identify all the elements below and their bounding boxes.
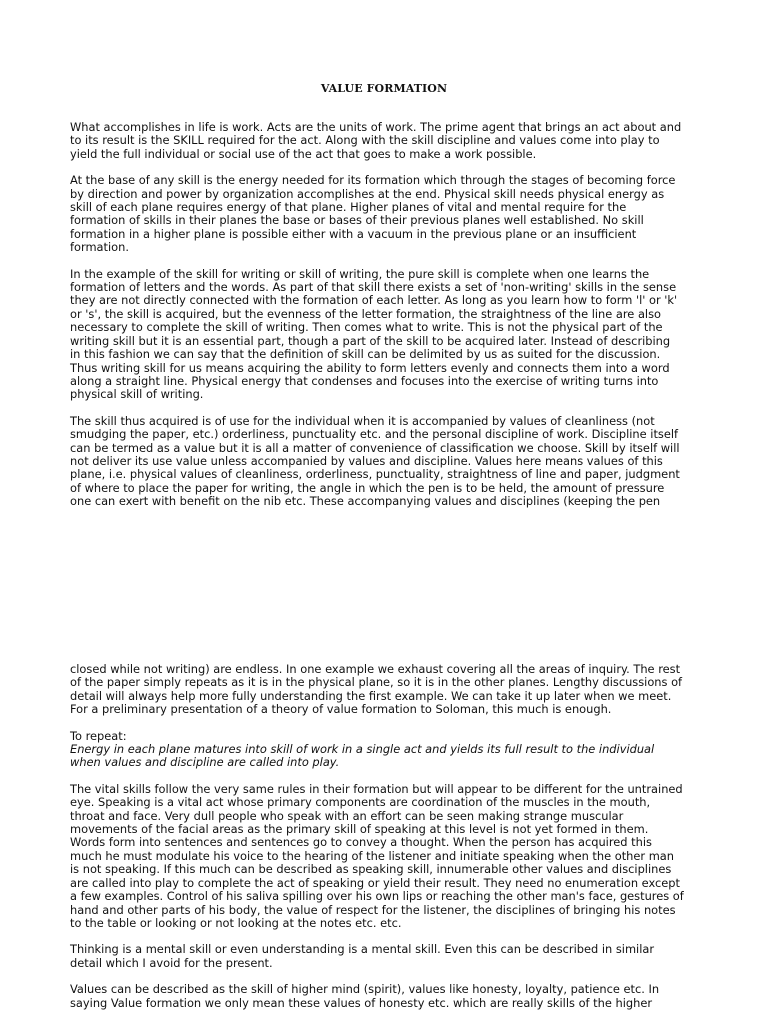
text-line: The vital skills follow the very same rules in their formation but will appear to be different for the untrained: [70, 781, 683, 796]
emphasis-line: when values and discipline are called into play.: [70, 755, 340, 770]
text-block-bottom: [70, 663, 710, 1010]
paragraph: [70, 174, 710, 254]
text-line: necessary to complete the skill of writing. Then comes what to write. This is not the physical part of the: [70, 320, 663, 335]
text-line: to the table or looking or not looking at the notes etc. etc.: [70, 915, 402, 930]
text-line: or 's', the skill is acquired, but the evenness of the letter formation, the straightness of the line are also: [70, 306, 661, 321]
text-line: yield the full individual or social use of the act that goes to make a work possible.: [70, 146, 537, 161]
text-line: To repeat:: [70, 728, 127, 743]
text-line: of where to place the paper for writing, the angle in which the pen is to be held, the amount of pressure: [70, 480, 665, 495]
text-line: hand and other parts of his body, the value of respect for the listener, the disciplines of bringing his notes: [70, 902, 676, 917]
text-line: by direction and power by organization accomplishes at the end. Physical skill needs physical energy as: [70, 186, 665, 201]
text-line: a few examples. Control of his saliva spilling over his own lips or reaching the other man's face, gestures of: [70, 889, 684, 904]
paragraph: [70, 783, 710, 930]
text-line: in this fashion we can say that the definition of skill can be delimited by us as suited for the discussion.: [70, 347, 661, 362]
paragraph: [70, 663, 710, 717]
text-line: formation of skills in their planes the base or bases of their previous planes well established. No skill: [70, 213, 644, 228]
text-line: Words form into sentences and sentences go to convey a thought. When the person has acquired this: [70, 835, 652, 850]
text-line: For a preliminary presentation of a theory of value formation to Soloman, this much is enough.: [70, 702, 612, 717]
text-line: they are not directly connected with the formation of each letter. As long as you learn how to form 'l' or 'k': [70, 293, 678, 308]
paragraph: [70, 983, 710, 1010]
text-line: smudging the paper, etc.) orderliness, punctuality etc. and the personal discipline of work. Discipline itself: [70, 427, 679, 442]
paragraph: [70, 415, 710, 509]
text-line: saying Value formation we only mean these values of honesty etc. which are really skills of the higher: [70, 995, 653, 1010]
text-line: to its result is the SKILL required for the act. Along with the skill discipline and values come into play to: [70, 133, 660, 148]
text-line: At the base of any skill is the energy needed for its formation which through the stages of becoming force: [70, 173, 676, 188]
text-line: throat and face. Very dull people who speak with an effort can be seen making strange muscular: [70, 808, 624, 823]
document-title: VALUE FORMATION: [320, 82, 448, 95]
text-line: formation in a higher plane is possible either with a vacuum in the previous plane or an insufficient: [70, 226, 637, 241]
text-line: eye. Speaking is a vital act whose primary components are coordination of the muscles in the mouth,: [70, 795, 651, 810]
text-line: movements of the facial areas as the primary skill of speaking at this level is not yet formed in them.: [70, 822, 649, 837]
text-line: one can exert with benefit on the nib etc. These accompanying values and disciplines (keeping the pen: [70, 494, 661, 509]
text-line: The skill thus acquired is of use for the individual when it is accompanied by values of cleanliness (not: [70, 413, 655, 428]
text-line: not deliver its use value unless accompanied by values and discipline. Values here means values of this: [70, 453, 663, 468]
text-line: Values can be described as the skill of higher mind (spirit), values like honesty, loyalty, patience etc. In: [70, 982, 660, 997]
text-line: skill of each plane requires energy of that plane. Higher planes of vital and mental require for the: [70, 200, 627, 215]
text-line: writing skill but it is an essential part, though a part of the skill to be acquired later. Instead of describing: [70, 333, 671, 348]
text-line: physical skill of writing.: [70, 387, 204, 402]
text-line: Thinking is a mental skill or even understanding is a mental skill. Even this can be described in similar: [70, 942, 655, 957]
text-line: What accomplishes in life is work. Acts are the units of work. The prime agent that brings an act about and: [70, 120, 682, 134]
text-line: of the paper simply repeats as it is in the physical plane, so it is in the other planes. Lengthy discussions of: [70, 675, 683, 690]
text-line: much he must modulate his voice to the hearing of the listener and initiate speaking when the other man: [70, 848, 674, 863]
text-line: Thus writing skill for us means acquiring the ability to form letters evenly and connects them into a word: [70, 360, 670, 375]
paragraph: [70, 121, 710, 161]
paragraph: [70, 268, 710, 402]
text-line: is not speaking. If this much can be described as speaking skill, innumerable other values and disciplines: [70, 862, 672, 877]
text-line: detail will always help more fully understanding the first example. We can take it up later when we meet.: [70, 688, 672, 703]
text-line: closed while not writing) are endless. In one example we exhaust covering all the areas of inquiry. The rest: [70, 662, 681, 676]
text-block-top: [70, 121, 710, 509]
text-line: can be termed as a value but it is all a matter of convenience of classification we choose. Skill by itself will: [70, 440, 680, 455]
text-line: plane, i.e. physical values of cleanliness, orderliness, punctuality, straightness of line and paper, judgment: [70, 467, 680, 482]
text-line: formation of letters and the words. As part of that skill there exists a set of 'non-writing' skills in the sense: [70, 280, 677, 295]
text-line: formation.: [70, 240, 129, 255]
paragraph: [70, 943, 710, 970]
emphasis-line: Energy in each plane matures into skill of work in a single act and yields its full result to the individual: [70, 742, 655, 757]
text-line: along a straight line. Physical energy that condenses and focuses into the exercise of writing turns into: [70, 373, 659, 388]
text-line: In the example of the skill for writing or skill of writing, the pure skill is complete when one learns the: [70, 266, 650, 281]
text-line: detail which I avoid for the present.: [70, 955, 273, 970]
text-line: are called into play to complete the act of speaking or yield their result. They need no enumeration except: [70, 875, 680, 890]
paragraph: [70, 730, 710, 770]
